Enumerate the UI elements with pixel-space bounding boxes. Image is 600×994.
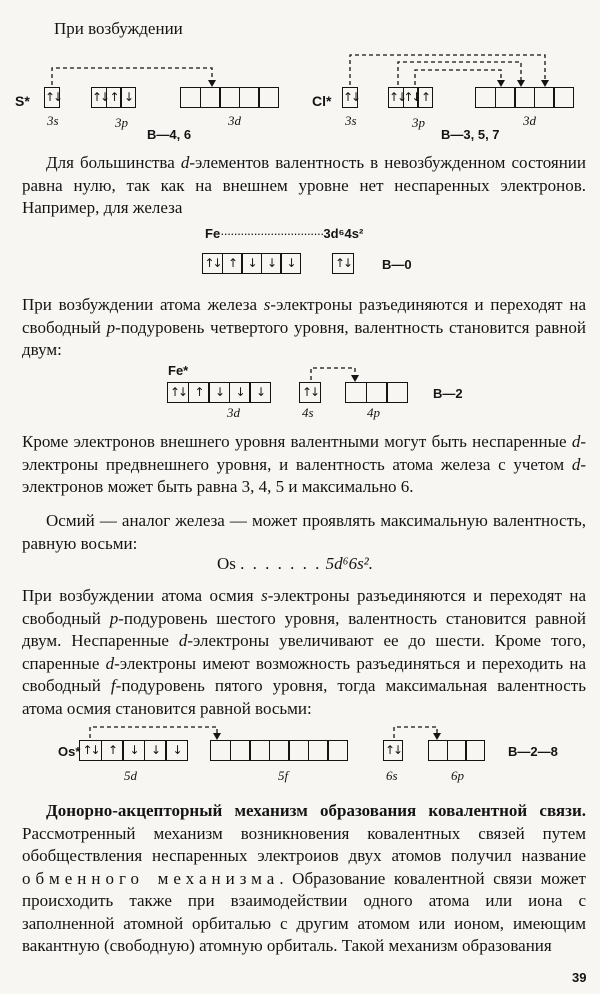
paragraph-1: Для большинства d-элементов валентность в невозбужденном состоянии равна нулю, так как на внешнем уровне нет неспаренных электронов. Например, для железа [22, 153, 586, 217]
orbital-cell: ↑ [222, 253, 243, 274]
orbital-cell: ↓ [144, 740, 167, 761]
cl-3d-label: 3d [523, 113, 536, 128]
orbital-cell: ↑ [188, 382, 210, 403]
fe-excited-4p-label: 4p [367, 405, 380, 420]
fe-excited-4s-label: 4s [302, 405, 314, 420]
orbital-cell: ↑↓ [167, 382, 189, 403]
s-atom-symbol: S* [15, 93, 30, 109]
paragraph-6: Донорно-акцепторный механизм образования ковалентной связи. Рассмотренный механизм возникновения ковалентных связей путем обобществления неспаренных электроиов двух атомов получил название обменного механизма. Образование ковалентной связи может происходить также при взаимодействии одного атома или иона с заполненной атомной орбиталью с другим атомом или ионом, имеющим вакантную (свободную) атомную орбиталь. Такой механизм образования [22, 801, 586, 955]
os-excited-valence: В—2—8 [508, 744, 558, 759]
orbital-cell: ↑ [106, 87, 122, 108]
orbital-cell: ↑↓ [299, 382, 321, 403]
paragraph-5: При возбуждении атома осмия s-электроны разъединяются и переходят на свободный p-подуровень шестого уровня, валентность становится равной двум. Неспаренные d-электроны увеличивают ее до шести. Кроме того, спаренные d-электроны имеют возможность разъединяться и переходить на свободный f-подуровень пятого уровня, тогда максимальная валентность атома осмия становится равной восьми: [22, 586, 586, 718]
fe-config-label: Fe·······························3d⁶4s² [205, 226, 364, 241]
fe-excited-symbol: Fe* [168, 363, 189, 378]
os-excited-symbol: Os* [58, 744, 81, 759]
s-valence: В—4, 6 [147, 127, 192, 142]
orbital-cell: ↑↓ [403, 87, 419, 108]
orbital-cell: ↓ [261, 253, 282, 274]
heading: При возбуждении [54, 19, 183, 38]
page-number: 39 [572, 970, 587, 985]
orbital-cell: ↓ [249, 382, 271, 403]
orbital-cell: ↓ [241, 253, 262, 274]
fe-excited-3d-label: 3d [227, 405, 240, 420]
orbital-cell: ↑↓ [44, 87, 60, 108]
paragraph-4: Осмий — аналог железа — может проявлять максимальную валентность, равную восьми: [22, 511, 586, 553]
os-excited-6s-label: 6s [386, 768, 398, 783]
os-excited-5f-label: 5f [278, 768, 289, 783]
fe-excited-valence: В—2 [433, 386, 463, 401]
orbital-cell: ↑↓ [202, 253, 223, 274]
cl-3p-label: 3p [412, 115, 425, 130]
orbital-cell: ↓ [165, 740, 188, 761]
cl-3s-label: 3s [345, 113, 357, 128]
orbital-cell: ↑↓ [342, 87, 358, 108]
paragraph-3: Кроме электронов внешнего уровня валентными могут быть неспаренные d-электроны предвнешнего уровня, и валентность атома железа с учетом d-электронов может быть равна 3, 4, 5 и максимально 6. [22, 432, 586, 496]
paragraph-2: При возбуждении атома железа s-электроны разъединяются и переходят на свободный p-подуровень четвертого уровня, валентность становится равной двум: [22, 295, 586, 359]
s-3p-label: 3p [115, 115, 128, 130]
os-excited-5d-label: 5d [124, 768, 137, 783]
orbital-cell: ↑↓ [332, 253, 354, 274]
orbital-cell: ↑↓ [79, 740, 102, 761]
s-3d-label: 3d [228, 113, 241, 128]
s-3s-label: 3s [47, 113, 59, 128]
cl-atom-symbol: Cl* [312, 93, 332, 109]
orbital-cell: ↑↓ [91, 87, 107, 108]
orbital-cell: ↑ [101, 740, 124, 761]
orbital-cell: ↓ [208, 382, 230, 403]
fe-valence: В—0 [382, 257, 412, 272]
orbital-cell: ↓ [120, 87, 136, 108]
orbital-cell: ↓ [229, 382, 251, 403]
orbital-cell: ↓ [280, 253, 301, 274]
os-config: Os . . . . . . . 5d⁶6s². [217, 554, 374, 573]
orbital-cell: ↑↓ [388, 87, 404, 108]
orbital-cell: ↑ [417, 87, 433, 108]
cl-valence: В—3, 5, 7 [441, 127, 500, 142]
orbital-cell: ↓ [122, 740, 145, 761]
orbital-cell: ↑↓ [383, 740, 403, 761]
os-excited-6p-label: 6p [451, 768, 464, 783]
